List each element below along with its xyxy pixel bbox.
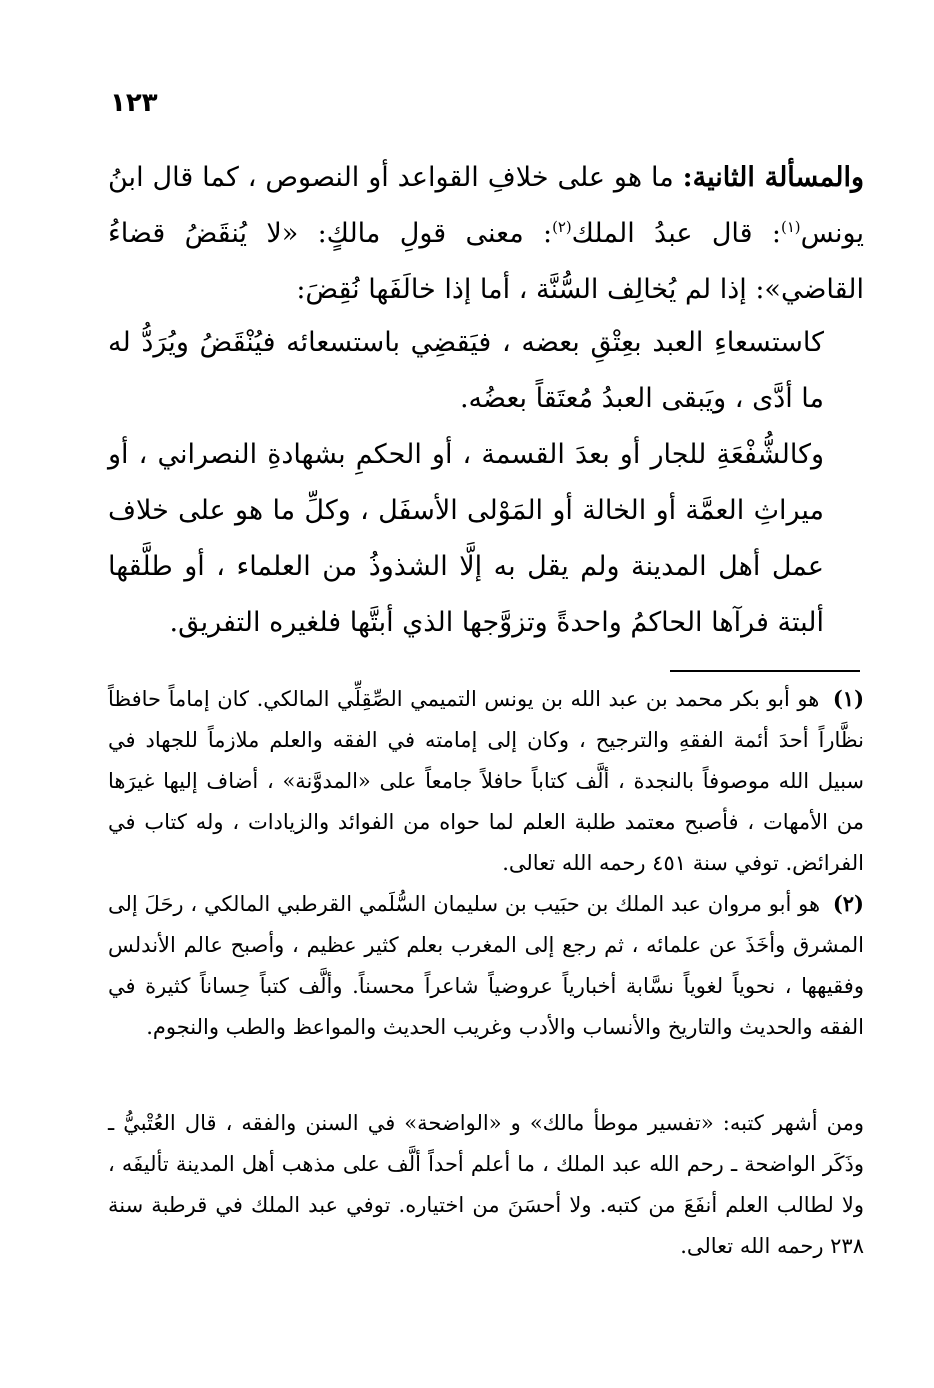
paragraph-3: وكالشُّفْعَةِ للجار أو بعدَ القسمة ، أو الحكمِ بشهادةِ النصراني ، أو ميراثِ العمَّة أو الخالة أو المَوْلى الأسفَل ، وكلِّ ما هو على خلاف عمل أهل المدينة ولم يقل به إلَّا الشذوذُ من العلماء ، أو طلَّقها ألبتة فرآها الحاكمُ واحدةً وتزوَّجها الذي أبتَّها فلغيره التفريق. — [108, 439, 824, 638]
paragraph-1 — [108, 150, 864, 318]
paragraph-1-part-a: ما هو على خلافِ القواعد أو النصوص ، كما قال ابنُ يونس — [108, 162, 864, 249]
footnote-2 — [108, 883, 900, 1048]
footnote-ref-1: (١) — [781, 218, 801, 236]
footnote-1-text: هو أبو بكر محمد بن عبد الله بن يونس التميمي الصِّقِلِّي المالكي. كان إماماً حافظاً نظَّاراً أحدَ أئمة الفقهِ والترجيح ، وكان إلى إمامته في الفقه والعلم ملازماً للجهاد في سبيل الله موصوفاً بالنجدة ، ألَّف كتاباً حافلاً جامعاً على «المدوَّنة» ، أضاف إليها غيرَها من الأمهات ، فأصبح معتمد طلبة العلم لما حواه من الفوائد والزيادات ، وله كتاب في الفرائض. توفي سنة ٤٥١ رحمه الله تعالى. — [108, 687, 864, 875]
footnote-2-number: (٢) — [832, 891, 864, 916]
footnote-1 — [108, 678, 900, 884]
footnote-ref-2: (٢) — [552, 218, 572, 236]
footnote-2-continuation: ومن أشهر كتبه: «تفسير موطأ مالك» و «الواضحة» في السنن والفقه ، قال العُتْبيُّ ـ وذَكَر الواضحة ـ رحم الله عبد الملك ، ما أعلم أحداً ألَّف على مذهب أهل المدينة تأليفَه ، ولا لطالب العلم أنفَعَ من كتبه. ولا أحسَنَ من اختياره. توفي عبد الملك في قرطبة سنة ٢٣٨ رحمه الله تعالى. — [108, 1111, 864, 1258]
issue-heading: والمسألة الثانية: — [682, 162, 864, 193]
footnote-1-number: (١) — [832, 686, 864, 711]
paragraph-1-part-c: : معنى قولِ مالكٍ: «لا يُنقَضُ قضاءُ القاضي»: إذا لم يُخالِف السُّنَّة ، أما إذا خالَفَها نُقِضَ: — [108, 218, 864, 305]
page-number: ١٢٣ — [110, 88, 158, 118]
paragraph-2: كاستسعاءِ العبد بعِتْقِ بعضه ، فيَقضِي باستسعائه فيُنْقَضُ ويُرَدُّ له ما أدَّى ، ويَبقى العبدُ مُعتَقاً بعضُه. — [108, 327, 824, 414]
footnote-2-text: هو أبو مروان عبد الملك بن حبَيب بن سليمان السُّلَمي القرطبي المالكي ، رحَلَ إلى المشرق وأخَذَ عن علمائه ، ثم رجع إلى المغرب بعلم كثير عظيم ، وأصبح عالم الأندلس وفقيهها ، نحوياً لغوياً نسَّابة أخبارياً عروضياً شاعراً محسناً. وألَّف كتباً حِساناً كثيرة في الفقه والحديث والتاريخ والأنساب والأدب وغريب الحديث والمواعظ والطب والنجوم. — [108, 892, 864, 1039]
paragraph-1-part-b: : قال عبدُ الملك — [571, 218, 782, 249]
footnote-separator — [670, 670, 860, 672]
